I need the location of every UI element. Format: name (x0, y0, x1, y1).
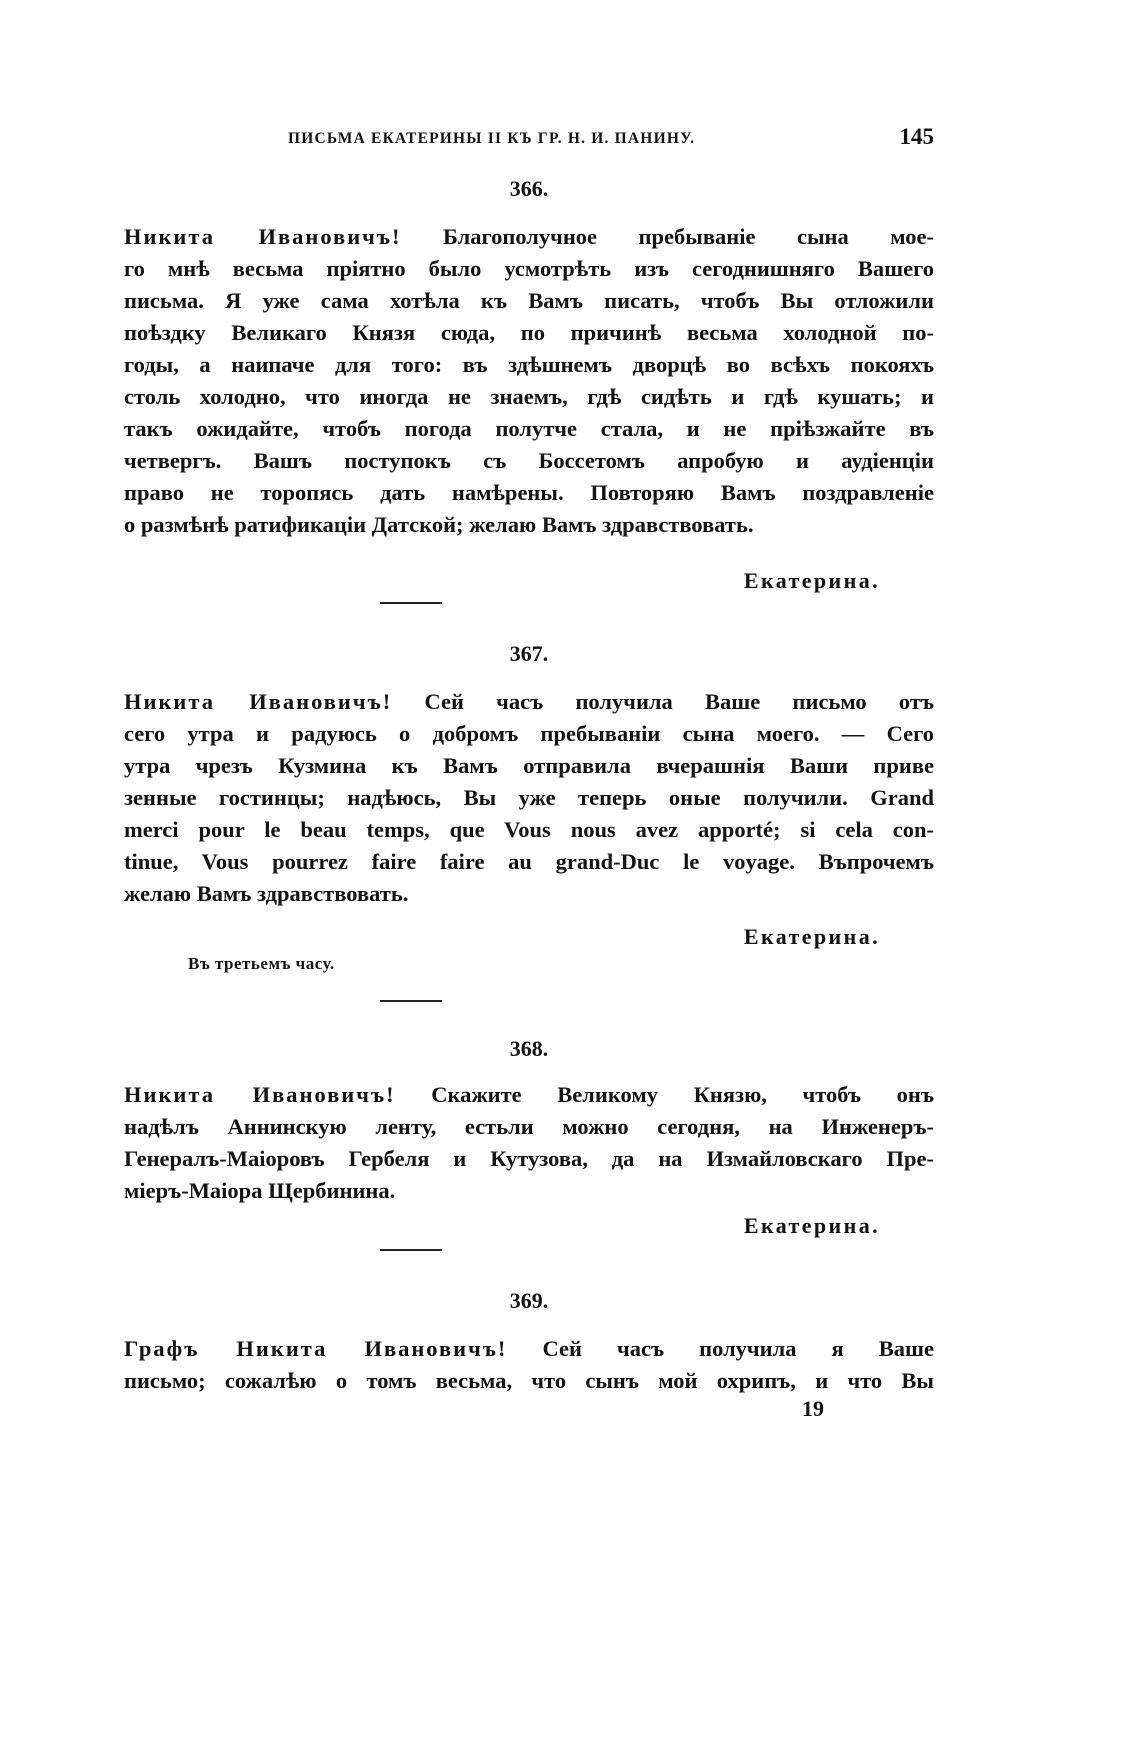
letter-line: merci pour le beau temps, que Vous nous avez apporté; si cela con- (124, 817, 934, 842)
separator-rule (380, 1000, 442, 1002)
sheet-signature-number: 19 (802, 1396, 824, 1421)
signature: Екатерина. (743, 924, 880, 949)
letter-line: утра чрезъ Кузмина къ Вамъ отправила вчерашнія Ваши приве (124, 753, 934, 778)
letter-number: 369. (509, 1288, 549, 1313)
separator-rule (380, 602, 442, 604)
letter-line: tinue, Vous pourrez faire faire au grand-Duc le voyage. Въпрочемъ (124, 849, 934, 874)
letter-line: сего утра и радуюсь о добромъ пребываніи сына моего. — Сего (124, 721, 934, 746)
running-title: ПИСЬМА ЕКАТЕРИНЫ II КЪ ГР. Н. И. ПАНИНУ. (288, 130, 696, 147)
letter-line-first (124, 1338, 934, 1361)
letter-line: Генералъ-Маіоровъ Гербеля и Кутузова, да на Измайловскаго Пре- (124, 1146, 934, 1171)
letter-line: столь холодно, что иногда не знаемъ, гдѣ сидѣть и гдѣ кушать; и (124, 384, 934, 409)
salutation: Никита Ивановичъ! (124, 689, 393, 714)
signature: Екатерина. (743, 568, 880, 593)
letter-number: 366. (509, 176, 549, 201)
letter-line-first (124, 691, 934, 714)
letter-number: 367. (509, 641, 549, 666)
text-run: Сей часъ получила я Ваше (542, 1336, 935, 1361)
salutation: Никита Ивановичъ! (124, 224, 402, 249)
letter-line: надѣлъ Аннинскую ленту, естьли можно сегодня, на Инженеръ- (124, 1114, 934, 1139)
letter-line: зенные гостинцы; надѣюсь, Вы уже теперь оные получили. Grand (124, 785, 934, 810)
letter-line: четвергъ. Вашъ поступокъ съ Боссетомъ апробую и аудіенціи (124, 448, 934, 473)
salutation: Графъ Никита Ивановичъ! (124, 1336, 508, 1361)
letter-line: письма. Я уже сама хотѣла къ Вамъ писать, чтобъ Вы отложили (124, 288, 934, 313)
letter-line: желаю Вамъ здравствовать. (124, 881, 409, 906)
letter-line: такъ ожидайте, чтобъ погода полутче стала, и не пріѣзжайте въ (124, 416, 934, 441)
letter-line: право не торопясь дать намѣрены. Повторяю Вамъ поздравленіе (124, 480, 934, 505)
text-run: Скажите Великому Князю, чтобъ онъ (431, 1082, 934, 1107)
letter-line: письмо; сожалѣю о томъ весьма, что сынъ мой охрипъ, и что Вы (124, 1368, 934, 1393)
letter-line-first (124, 226, 934, 249)
letter-line: годы, а наипаче для того: въ здѣшнемъ дворцѣ во всѣхъ покояхъ (124, 352, 934, 377)
letter-line: го мнѣ весьма пріятно было усмотрѣть изъ сегоднишняго Вашего (124, 256, 934, 281)
running-header (170, 124, 934, 158)
separator-rule (380, 1249, 442, 1251)
letter-number: 368. (509, 1036, 549, 1061)
letter-line-first (124, 1084, 934, 1107)
signature: Екатерина. (743, 1213, 880, 1238)
salutation: Никита Ивановичъ! (124, 1082, 396, 1107)
letter-line: о размѣнѣ ратификаціи Датской; желаю Вамъ здравствовать. (124, 512, 754, 537)
text-run: Благополучное пребываніе сына мое- (443, 224, 935, 249)
letter-line: поѣздку Великаго Князя сюда, по причинѣ весьма холодной по- (124, 320, 934, 345)
text-run: Сей часъ получила Ваше письмо отъ (424, 689, 934, 714)
page-number: 145 (899, 124, 934, 149)
letter-line: міеръ-Маіора Щербинина. (124, 1178, 396, 1203)
time-note: Въ третьемъ часу. (188, 954, 335, 973)
